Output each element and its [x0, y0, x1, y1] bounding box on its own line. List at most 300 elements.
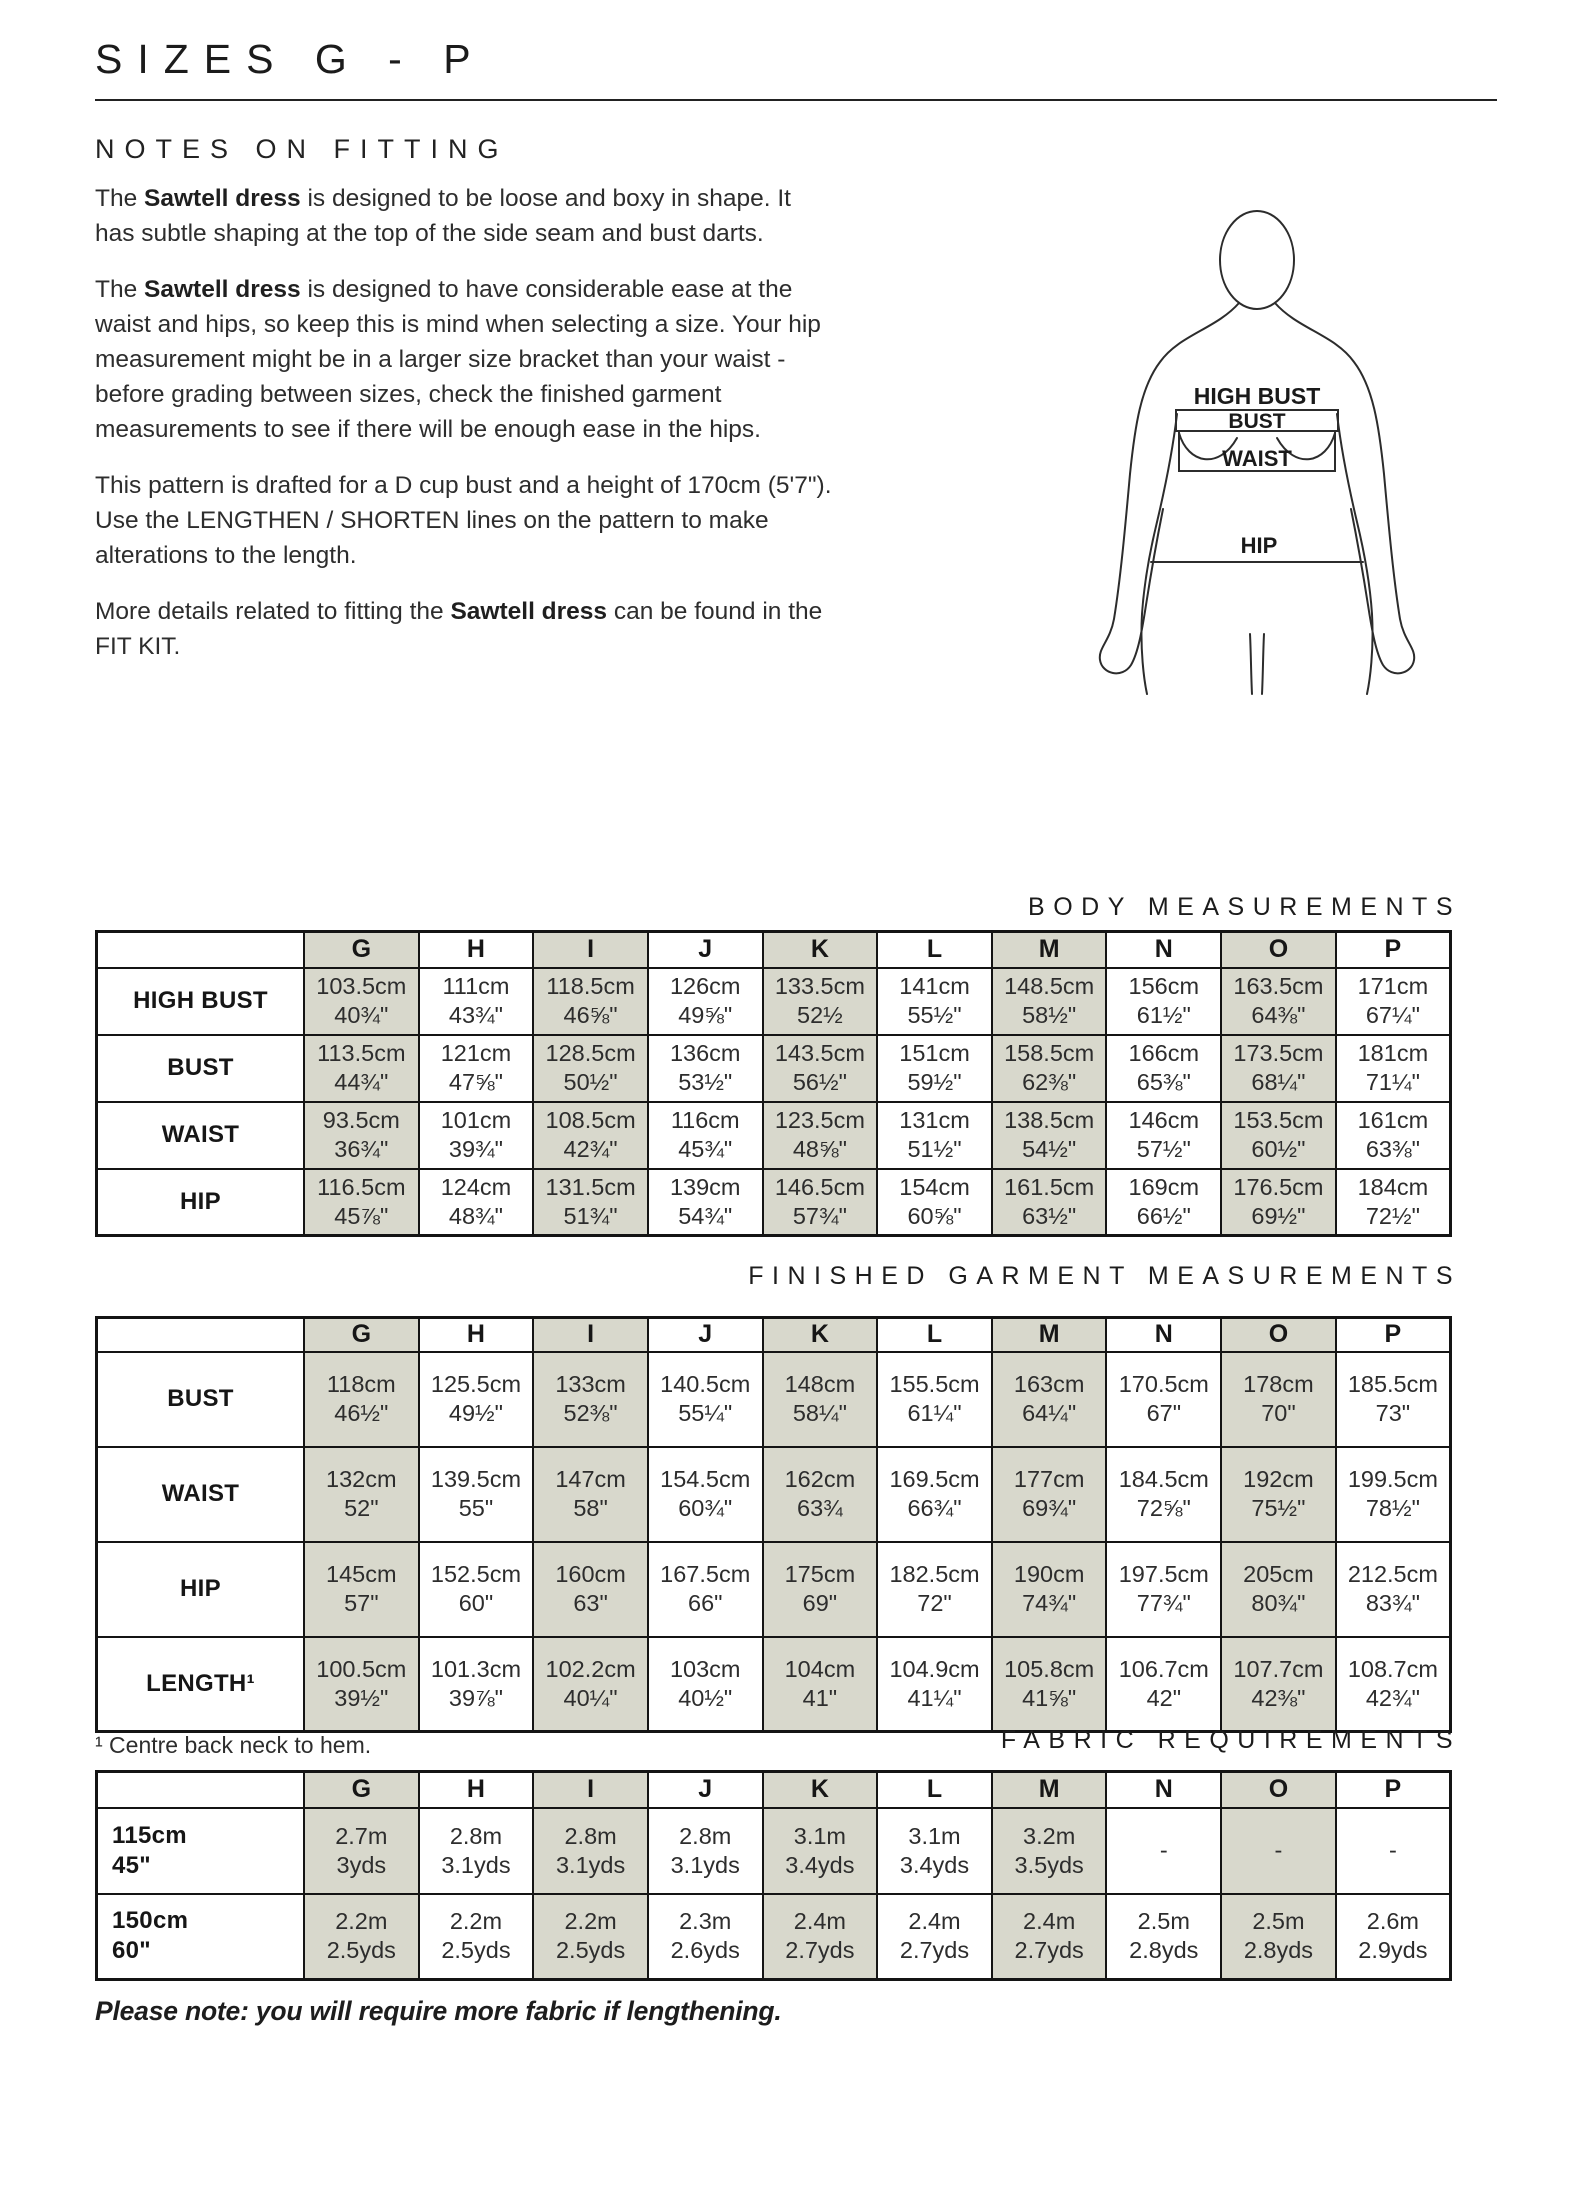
hip-label: HIP [1240, 533, 1278, 558]
size-column-header: M [992, 932, 1107, 968]
paragraph [95, 594, 837, 664]
measurement-value-line: 2.8m [679, 1822, 732, 1849]
measurement-value-line: 2.5yds [326, 1937, 396, 1964]
measurement-value-line: 116cm [670, 1107, 740, 1133]
size-column-header: I [533, 1318, 648, 1352]
paragraph [95, 468, 837, 573]
page-title: SIZES G - P [95, 36, 486, 82]
measurement-value-line: 155.5cm [889, 1371, 980, 1397]
measurement-value-line: 103.5cm [316, 973, 407, 999]
measurement-value-line: 46½" [334, 1400, 389, 1426]
measurement-value-line: 2.7m [335, 1822, 388, 1849]
measurement-value-line: 199.5cm [1347, 1466, 1438, 1492]
measurement-cell [877, 1352, 992, 1447]
measurement-cell [992, 1542, 1107, 1637]
measurement-value-line: 72⅝" [1136, 1495, 1191, 1521]
measurement-value-line: 57" [344, 1590, 379, 1616]
body-outline-illustration [1076, 182, 1534, 697]
measurement-value-line: 58½" [1022, 1002, 1077, 1028]
measurement-value-line: 108.5cm [545, 1107, 636, 1133]
text-run: The [95, 185, 145, 212]
size-column-header: L [877, 1318, 992, 1352]
row-label: HIP [97, 1169, 305, 1236]
measurement-cell [1106, 1542, 1221, 1637]
measurement-value-line: 107.7cm [1233, 1655, 1324, 1682]
measurement-value-line: 43¾" [448, 1002, 503, 1028]
measurement-cell [992, 1808, 1107, 1894]
measurement-cell [648, 1169, 763, 1236]
measurement-value-line: 212.5cm [1347, 1561, 1438, 1587]
size-column-header: O [1221, 1318, 1336, 1352]
measurement-value-line: 2.4m [908, 1908, 961, 1935]
row-label [97, 1894, 305, 1980]
measurement-cell [877, 1169, 992, 1236]
measurement-value-line: 71¼" [1365, 1069, 1420, 1095]
measurement-value-line: 166cm [1128, 1040, 1200, 1066]
measurement-cell [648, 1894, 763, 1980]
measurement-value-line: 60½" [1251, 1136, 1306, 1162]
row-label [97, 1808, 305, 1894]
measurement-value-line: 121cm [440, 1040, 512, 1066]
size-column-header: I [533, 932, 648, 968]
measurement-value-line: 163cm [1013, 1371, 1085, 1397]
table-row [97, 1894, 1451, 1980]
table-row [97, 1637, 1451, 1732]
measurement-value-line: 3.4yds [899, 1851, 970, 1878]
measurement-value-line: 54¾" [678, 1202, 733, 1229]
measurement-value-line: 154.5cm [660, 1466, 751, 1492]
measurement-value-line: 44¾" [334, 1069, 389, 1095]
measurement-cell [648, 1808, 763, 1894]
measurement-value-line: 2.4m [1023, 1908, 1076, 1935]
size-column-header: M [992, 1772, 1107, 1808]
measurement-value-line: 111cm [442, 973, 510, 999]
measurement-value-line: 2.2m [335, 1908, 388, 1935]
measurement-value-line: 103cm [669, 1655, 741, 1682]
text-run: The [95, 276, 145, 303]
measurement-value-line: 169.5cm [889, 1466, 980, 1492]
measurement-value-line: 60" [458, 1590, 494, 1616]
measurement-cell [533, 1447, 648, 1542]
measurement-value-line: 39½" [334, 1684, 389, 1711]
measurement-cell [1106, 1169, 1221, 1236]
measurement-cell [877, 1542, 992, 1637]
measurement-value-line: 205cm [1243, 1561, 1314, 1587]
measurement-value-line: 131.5cm [545, 1173, 636, 1200]
finished-garment-table [95, 1316, 1452, 1733]
measurement-value-line: 2.7yds [899, 1937, 970, 1964]
measurement-value-line: 42¾" [563, 1136, 618, 1162]
measurement-cell [304, 1169, 419, 1236]
size-column-header: H [419, 1318, 534, 1352]
measurement-value-line: 170.5cm [1118, 1371, 1209, 1397]
measurement-value-line: 181cm [1357, 1040, 1429, 1066]
measurement-cell [419, 1169, 534, 1236]
measurement-value-line: 3.4yds [785, 1851, 855, 1878]
measurement-value-line: 136cm [669, 1040, 741, 1066]
figure-right-arm [1275, 303, 1414, 673]
measurement-value-line: 2.4m [793, 1908, 846, 1935]
measurement-value-line: 52⅜" [563, 1400, 618, 1426]
measurement-value-line: 72½" [1365, 1202, 1420, 1229]
measurement-cell [1221, 1169, 1336, 1236]
figure-left-arm [1100, 303, 1239, 673]
measurement-value-line: 2.8m [564, 1822, 617, 1849]
measurement-value-line: 2.8m [449, 1822, 503, 1849]
measurement-value-line: 72" [917, 1590, 952, 1616]
measurement-value-line: 126cm [669, 973, 741, 999]
pattern-name-bold: Sawtell dress [450, 598, 608, 625]
measurement-value-line: 41" [802, 1684, 838, 1711]
length-footnote: ¹ Centre back neck to hem. [95, 1732, 372, 1758]
measurement-value-line: 177cm [1013, 1466, 1085, 1492]
measurement-cell [304, 968, 419, 1035]
measurement-value-line: 51¾" [563, 1202, 618, 1229]
size-column-header: J [648, 1318, 763, 1352]
measurement-value-line: 48⅝" [792, 1136, 847, 1162]
figure-head [1220, 211, 1294, 309]
measurement-value-line: 45⅞" [334, 1202, 389, 1229]
measurement-value-line: 2.7yds [1014, 1937, 1084, 1964]
paragraph [95, 272, 837, 447]
measurement-value-line: 40¼" [563, 1684, 618, 1711]
measurement-value-line: 143.5cm [774, 1040, 865, 1066]
measurement-value-line: - [1159, 1837, 1168, 1863]
measurement-value-line: 192cm [1243, 1466, 1314, 1492]
table-row [97, 1542, 1451, 1637]
measurement-value-line: 46⅝" [563, 1002, 618, 1028]
measurement-cell [648, 968, 763, 1035]
measurement-cell [1221, 1542, 1336, 1637]
table-row [97, 1352, 1451, 1447]
measurement-cell [992, 1035, 1107, 1102]
measurement-value-line: 2.5m [1137, 1908, 1190, 1935]
measurement-value-line: 52" [344, 1495, 379, 1521]
measurement-cell [1106, 1102, 1221, 1169]
measurement-value-line: 48¾" [448, 1202, 503, 1229]
fabric-requirements-heading: FABRIC REQUIREMENTS [1000, 1726, 1461, 1754]
text-run: can be found in the FIT KIT. [95, 598, 823, 660]
measurement-value-line: 105.8cm [1004, 1655, 1095, 1682]
measurement-value-line: 58¼" [792, 1400, 847, 1426]
measurement-value-line: 118cm [326, 1371, 396, 1397]
row-label: HIGH BUST [97, 968, 305, 1035]
measurement-cell [304, 1894, 419, 1980]
measurement-value-line: 68¼" [1251, 1069, 1306, 1095]
paragraph [95, 181, 837, 251]
measurement-value-line: 148cm [784, 1371, 856, 1397]
measurement-value-line: 125.5cm [430, 1371, 522, 1397]
measurement-value-line: 162cm [784, 1466, 856, 1492]
measurement-value-line: 67¼" [1365, 1002, 1420, 1028]
measurement-cell [533, 968, 648, 1035]
table-row [97, 968, 1451, 1035]
measurement-cell [533, 1169, 648, 1236]
measurement-value-line: 3.1yds [555, 1851, 626, 1878]
measurement-cell [304, 1447, 419, 1542]
measurement-value-line: 2.8yds [1243, 1937, 1314, 1964]
size-column-header: P [1336, 1772, 1451, 1808]
size-column-header: N [1106, 932, 1221, 968]
measurement-value-line: 152.5cm [430, 1561, 522, 1587]
measurement-value-line: 39¾" [448, 1136, 503, 1162]
fabric-requirements-table [95, 1770, 1452, 1981]
measurement-value-line: 106.7cm [1118, 1655, 1209, 1682]
measurement-cell [1221, 1447, 1336, 1542]
size-column-header: L [877, 932, 992, 968]
measurement-value-line: 182.5cm [889, 1561, 980, 1587]
measurement-value-line: 54½" [1022, 1136, 1077, 1162]
measurement-cell [533, 1637, 648, 1732]
size-column-header: O [1221, 932, 1336, 968]
measurement-value-line: - [1274, 1837, 1283, 1863]
measurement-cell [1106, 1808, 1221, 1894]
measurement-value-line: 2.5m [1252, 1908, 1305, 1935]
measurement-value-line: 55½" [907, 1002, 962, 1028]
measurement-cell [763, 1447, 878, 1542]
measurement-value-line: 104cm [784, 1655, 856, 1682]
row-label: BUST [97, 1352, 305, 1447]
measurement-value-line: 161cm [1357, 1107, 1429, 1133]
measurement-value-line: 56½" [792, 1069, 847, 1095]
measurement-cell [304, 1035, 419, 1102]
size-column-header: P [1336, 1318, 1451, 1352]
measurement-value-line: 178cm [1243, 1371, 1314, 1397]
measurement-cell [648, 1447, 763, 1542]
measurement-cell [533, 1894, 648, 1980]
measurement-value-line: 138.5cm [1004, 1107, 1095, 1133]
measurement-value-line: 62⅜" [1022, 1069, 1077, 1095]
measurement-value-line: 3.1yds [670, 1851, 740, 1878]
measurement-value-line: 2.3m [679, 1908, 732, 1935]
measurement-value-line: 41¼" [907, 1684, 962, 1711]
measurement-cell [1336, 1637, 1451, 1732]
figure-left-torso [1141, 414, 1177, 694]
row-label: LENGTH¹ [97, 1637, 305, 1732]
measurement-cell [648, 1542, 763, 1637]
measurement-cell [304, 1352, 419, 1447]
size-column-header: G [304, 932, 419, 968]
measurement-value-line: 75½" [1251, 1495, 1306, 1521]
finished_garment-grid [95, 1316, 1452, 1733]
table-row [97, 1447, 1451, 1542]
measurement-value-line: 3.1m [793, 1822, 846, 1849]
measurement-cell [992, 1637, 1107, 1732]
measurement-value-line: 3.1m [908, 1822, 961, 1849]
measurement-value-line: 2.6yds [670, 1937, 740, 1964]
measurement-cell [304, 1808, 419, 1894]
measurement-cell [419, 1447, 534, 1542]
measurement-cell [1106, 1894, 1221, 1980]
measurement-value-line: 2.9yds [1358, 1937, 1428, 1964]
measurement-value-line: 51½" [907, 1136, 962, 1162]
measurement-value-line: 67" [1146, 1400, 1182, 1426]
measurement-cell [1106, 1637, 1221, 1732]
measurement-cell [304, 1102, 419, 1169]
measurement-cell [419, 1102, 534, 1169]
measurement-cell [763, 968, 878, 1035]
measurement-value-line: 52½ [797, 1002, 843, 1028]
measurement-cell [1106, 968, 1221, 1035]
measurement-value-line: 57¾" [792, 1202, 847, 1229]
measurement-value-line: 147cm [555, 1466, 626, 1492]
table-row [97, 1808, 1451, 1894]
measurement-value-line: 101cm [440, 1107, 512, 1133]
measurement-cell [1336, 1542, 1451, 1637]
fabric-lengthening-note: Please note: you will require more fabric if lengthening. [95, 1996, 782, 2026]
measurement-value-line: 49½" [448, 1400, 503, 1426]
measurement-cell [992, 1169, 1107, 1236]
measurement-cell [419, 1808, 534, 1894]
measurement-cell [648, 1637, 763, 1732]
row-label-line: 60" [112, 1937, 151, 1965]
measurement-value-line: 171cm [1357, 973, 1429, 999]
measurement-value-line: 42⅜" [1251, 1684, 1306, 1711]
measurement-cell [1221, 1808, 1336, 1894]
measurement-value-line: 58" [573, 1495, 608, 1521]
measurement-cell [419, 1542, 534, 1637]
measurement-value-line: 184.5cm [1118, 1466, 1209, 1492]
figure-right-torso [1337, 414, 1373, 694]
measurement-value-line: 78½" [1365, 1495, 1420, 1521]
body-measurements-table [95, 930, 1452, 1237]
measurement-value-line: 61½" [1136, 1002, 1191, 1028]
measurement-value-line: 60¾" [678, 1495, 733, 1521]
measurement-cell [533, 1035, 648, 1102]
measurement-cell [1336, 1447, 1451, 1542]
measurement-value-line: 2.5yds [555, 1937, 626, 1964]
table-row [97, 1035, 1451, 1102]
measurement-value-line: 3yds [336, 1851, 387, 1878]
measurement-value-line: 65⅜" [1136, 1069, 1191, 1095]
measurement-value-line: 40¾" [334, 1002, 389, 1028]
measurement-cell [304, 1542, 419, 1637]
measurement-cell [648, 1352, 763, 1447]
measurement-value-line: 141cm [899, 973, 970, 999]
measurement-cell [763, 1637, 878, 1732]
measurement-value-line: 132cm [326, 1466, 397, 1492]
measurement-value-line: 55" [458, 1495, 494, 1521]
measurement-value-line: 63" [573, 1590, 608, 1616]
measurement-value-line: 161.5cm [1004, 1173, 1095, 1200]
high-bust-label: HIGH BUST [1193, 383, 1321, 409]
measurement-cell [763, 1542, 878, 1637]
table-row [97, 1102, 1451, 1169]
measurement-value-line: 63⅜" [1365, 1136, 1420, 1162]
measurement-value-line: 2.2m [564, 1908, 617, 1935]
measurement-value-line: 3.5yds [1014, 1851, 1084, 1878]
waist-label: WAIST [1222, 446, 1292, 471]
corner-cell [97, 1318, 305, 1352]
measurement-value-line: 190cm [1013, 1561, 1085, 1587]
measurement-value-line: 39⅞" [448, 1684, 503, 1711]
measurement-value-line: 139cm [669, 1173, 741, 1200]
measurement-value-line: 64⅜" [1251, 1002, 1306, 1028]
measurement-cell [1221, 968, 1336, 1035]
measurement-value-line: 133.5cm [774, 973, 865, 999]
text-run: This pattern is drafted for a D cup bust and a height of 170cm (5'7"). Use the LENGTHEN / SHORTEN lines on the pattern to make alterations to the length. [95, 472, 832, 569]
measurement-value-line: 69" [802, 1590, 838, 1616]
measurement-value-line: 59½" [907, 1069, 962, 1095]
measurement-cell [533, 1808, 648, 1894]
measurement-cell [877, 1808, 992, 1894]
corner-cell [97, 1772, 305, 1808]
measurement-cell [1336, 1352, 1451, 1447]
size-column-header: K [763, 1318, 878, 1352]
measurement-value-line: 40½" [678, 1684, 733, 1711]
measurement-cell [304, 1637, 419, 1732]
body-measurements-heading: BODY MEASUREMENTS [1028, 893, 1461, 921]
measurement-cell [533, 1102, 648, 1169]
figure-inner-leg-left [1250, 634, 1252, 694]
measurement-cell [648, 1102, 763, 1169]
measurement-value-line: 139.5cm [430, 1466, 522, 1492]
measurement-value-line: 66¾" [907, 1495, 962, 1521]
measurement-value-line: 118.5cm [546, 973, 635, 999]
measurement-value-line: 176.5cm [1233, 1173, 1324, 1200]
measurement-cell [1336, 1169, 1451, 1236]
measurement-value-line: 69½" [1251, 1202, 1306, 1229]
measurement-cell [1106, 1352, 1221, 1447]
size-column-header: N [1106, 1318, 1221, 1352]
measurement-cell [1336, 1894, 1451, 1980]
measurement-cell [992, 1102, 1107, 1169]
finished-garment-heading: FINISHED GARMENT MEASUREMENTS [748, 1262, 1461, 1290]
measurement-value-line: 108.7cm [1347, 1655, 1438, 1682]
measurement-value-line: 104.9cm [889, 1655, 980, 1682]
measurement-cell [1106, 1447, 1221, 1542]
text-run: is designed to be loose and boxy in shape. It has subtle shaping at the top of the side seam and bust darts. [95, 185, 791, 247]
measurement-value-line: 64¼" [1022, 1400, 1077, 1426]
measurement-value-line: 63½" [1022, 1202, 1077, 1229]
measurement-value-line: 197.5cm [1118, 1561, 1209, 1587]
row-label-line: 45" [112, 1851, 151, 1879]
measurement-value-line: 93.5cm [322, 1107, 400, 1133]
pattern-name-bold: Sawtell dress [144, 276, 301, 303]
measurement-value-line: 61¼" [907, 1400, 962, 1426]
measurement-value-line: 100.5cm [316, 1655, 407, 1682]
measurement-value-line: 148.5cm [1004, 973, 1095, 999]
measurement-value-line: 3.2m [1023, 1822, 1076, 1849]
measurement-value-line: 124cm [440, 1173, 512, 1200]
size-column-header: L [877, 1772, 992, 1808]
measurement-value-line: 146cm [1128, 1107, 1200, 1133]
measurement-value-line: 42" [1146, 1684, 1182, 1711]
row-label: WAIST [97, 1102, 305, 1169]
measurement-cell [533, 1542, 648, 1637]
measurement-value-line: 47⅝" [448, 1069, 503, 1095]
row-label-line: 150cm [112, 1907, 189, 1935]
measurement-value-line: 66" [688, 1590, 723, 1616]
size-column-header: G [304, 1772, 419, 1808]
measurement-cell [1336, 968, 1451, 1035]
fitting-notes-text [95, 181, 837, 685]
measurement-cell [992, 968, 1107, 1035]
row-label: HIP [97, 1542, 305, 1637]
measurement-value-line: - [1388, 1837, 1397, 1863]
measurement-value-line: 163.5cm [1233, 973, 1324, 999]
table-row [97, 1169, 1451, 1236]
measurement-value-line: 156cm [1128, 973, 1200, 999]
measurement-value-line: 102.2cm [545, 1655, 636, 1682]
title-divider [95, 99, 1497, 101]
measurement-cell [763, 1035, 878, 1102]
measurement-cell [763, 1102, 878, 1169]
measurement-cell [1221, 1894, 1336, 1980]
measurement-value-line: 158.5cm [1004, 1040, 1095, 1066]
size-column-header: G [304, 1318, 419, 1352]
row-label: BUST [97, 1035, 305, 1102]
